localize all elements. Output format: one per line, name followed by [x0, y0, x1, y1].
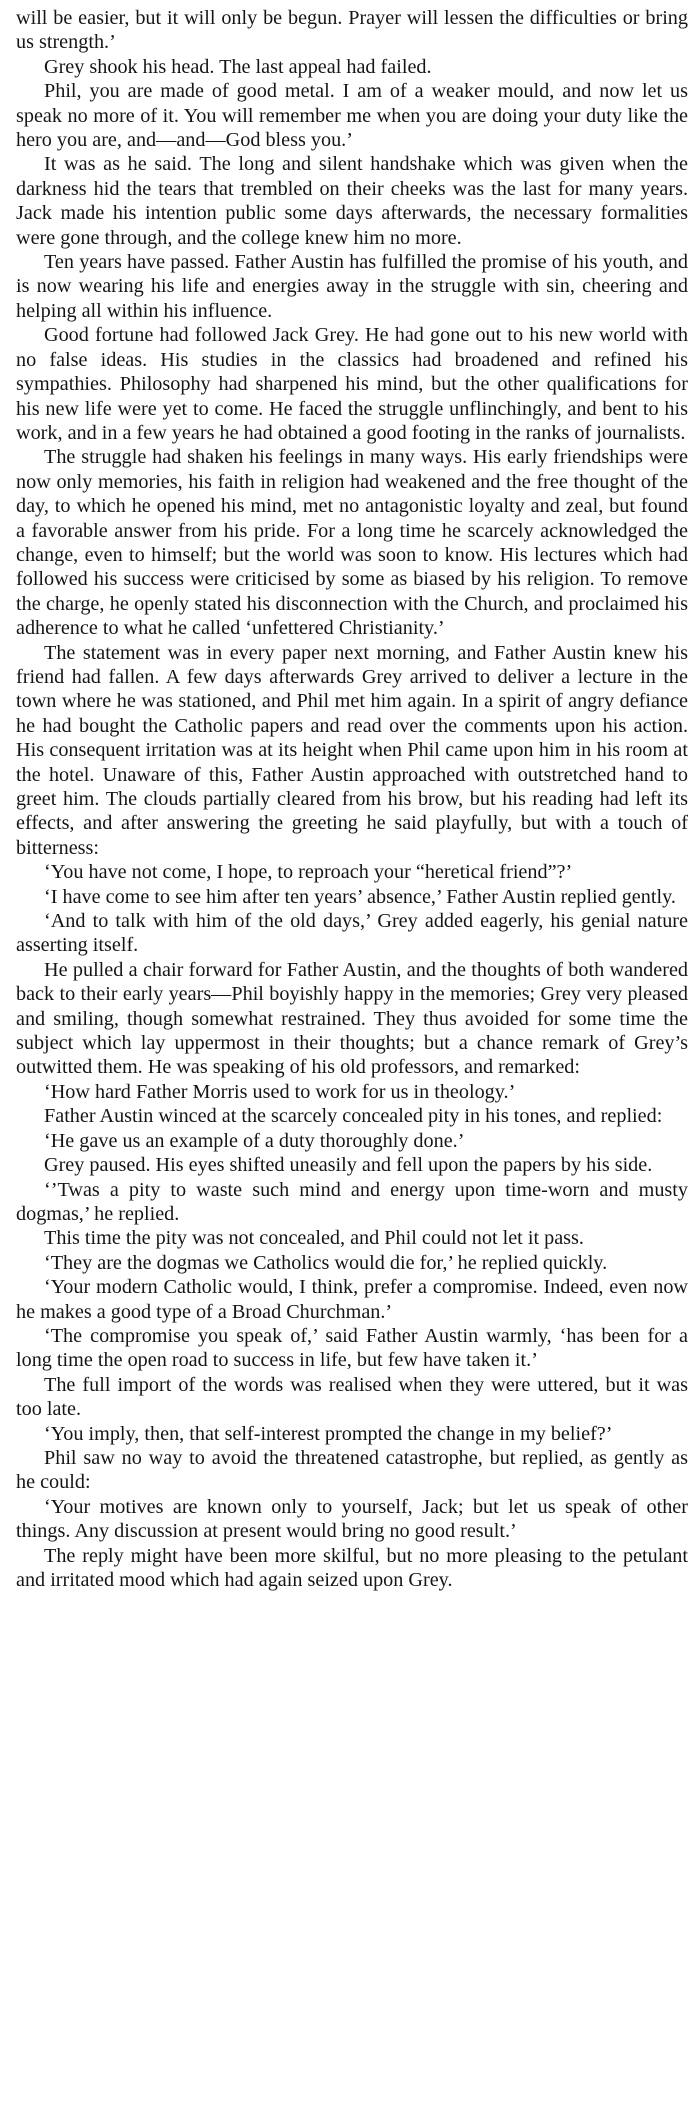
paragraph: ‘I have come to see him after ten years’ absence,’ Father Austin replied gently.	[44, 885, 676, 908]
paragraph: Phil saw no way to avoid the threatened catastrophe, but replied, as gently as he could:	[16, 1446, 688, 1494]
paragraph: This time the pity was not concealed, and Phil could not let it pass.	[44, 1227, 584, 1250]
paragraph: ‘They are the dogmas we Catholics would die for,’ he replied quickly.	[44, 1251, 608, 1274]
paragraph: Ten years have passed. Father Austin has fulfilled the promise of his youth, and is now wearing his life and energies away in the struggle with sin, cheering and helping all within his influence.	[16, 251, 688, 322]
paragraph: It was as he said. The long and silent handshake which was given when the darkness hid the tears that trembled on their cheeks was the last for many years. Jack made his intention public some days afterwards, the necessary formalities were gone through, and the college knew him no more.	[16, 153, 688, 249]
paragraph: Grey paused. His eyes shifted uneasily and fell upon the papers by his side.	[44, 1154, 653, 1177]
paragraph-continued: will be easier, but it will only be begun. Prayer will lessen the difficulties or bring us strength.’	[16, 7, 688, 54]
paragraph: Phil, you are made of good metal. I am of a weaker mould, and now let us speak no more of it. You will remember me when you are doing your duty like the hero you are, and—and—God bless you.’	[16, 80, 688, 152]
paragraph: ‘And to talk with him of the old days,’ Grey added eagerly, his genial nature asserting itself.	[16, 910, 688, 957]
paragraph: ‘The compromise you speak of,’ said Father Austin warmly, ‘has been for a long time the open road to success in life, but few have taken it.’	[16, 1324, 688, 1372]
paragraph: The full import of the words was realised when they were uttered, but it was too late.	[16, 1373, 688, 1421]
paragraph: ‘How hard Father Morris used to work for us in theology.’	[44, 1080, 516, 1103]
paragraph: ‘You have not come, I hope, to reproach your “heretical friend”?’	[44, 861, 573, 884]
paragraph: He pulled a chair forward for Father Austin, and the thoughts of both wandered back to their early years—Phil boyishly happy in the memories; Grey very pleased and smiling, though somewhat restrained. They thus avoided for some time the subject which lay uppermost in their thoughts; but a chance remark of Grey’s outwitted them. He was speaking of his old professors, and remarked:	[16, 958, 688, 1079]
paragraph: ‘Your motives are known only to yourself, Jack; but let us speak of other things. Any discussion at present would bring no good result.’	[16, 1495, 688, 1543]
paragraph: Good fortune had followed Jack Grey. He had gone out to his new world with no false ideas. His studies in the classics had broadened and refined his sympathies. Philosophy had sharpened his mind, but the other qualifications for his new life were yet to come. He faced the struggle unflinchingly, and bent to his work, and in a few years he had obtained a good footing in the ranks of journalists.	[16, 324, 688, 444]
paragraph: The reply might have been more skilful, but no more pleasing to the petulant and irritated mood which had again seized upon Grey.	[16, 1544, 688, 1591]
paragraph: ‘He gave us an example of a duty thoroughly done.’	[44, 1129, 465, 1152]
paragraph: The statement was in every paper next morning, and Father Austin knew his friend had fallen. A few days afterwards Grey arrived to deliver a lecture in the town where he was stationed, and Phil met him again. In a spirit of angry defiance he had bought the Catholic papers and read over the comments upon his action. His consequent irritation was at its height when Phil came upon him in his room at the hotel. Unaware of this, Father Austin approached with outstretched hand to greet him. The clouds partially cleared from his brow, but his reading had left its effects, and after answering the greeting he said playfully, but with a touch of bitterness:	[16, 641, 688, 859]
paragraph: ‘Your modern Catholic would, I think, prefer a compromise. Indeed, even now he makes a good type of a Broad Churchman.’	[16, 1276, 688, 1323]
paragraph: Father Austin winced at the scarcely concealed pity in his tones, and replied:	[44, 1105, 663, 1128]
paragraph: ‘’Twas a pity to waste such mind and energy upon time-worn and musty dogmas,’ he replied.	[16, 1178, 688, 1225]
paragraph: ‘You imply, then, that self-interest prompted the change in my belief?’	[44, 1422, 613, 1445]
paragraph: Grey shook his head. The last appeal had failed.	[44, 55, 432, 78]
paragraph: The struggle had shaken his feelings in many ways. His early friendships were now only memories, his faith in religion had weakened and the free thought of the day, to which he opened his mind, met no antagonistic loyalty and zeal, but found a favorable answer from his pride. For a long time he scarcely acknowledged the change, even to himself; but the world was soon to know. His lectures which had followed his success were criticised by some as biased by his religion. To remove the charge, he openly stated his disconnection with the Church, and proclaimed his adherence to what he called ‘unfettered Christianity.’	[16, 446, 688, 640]
